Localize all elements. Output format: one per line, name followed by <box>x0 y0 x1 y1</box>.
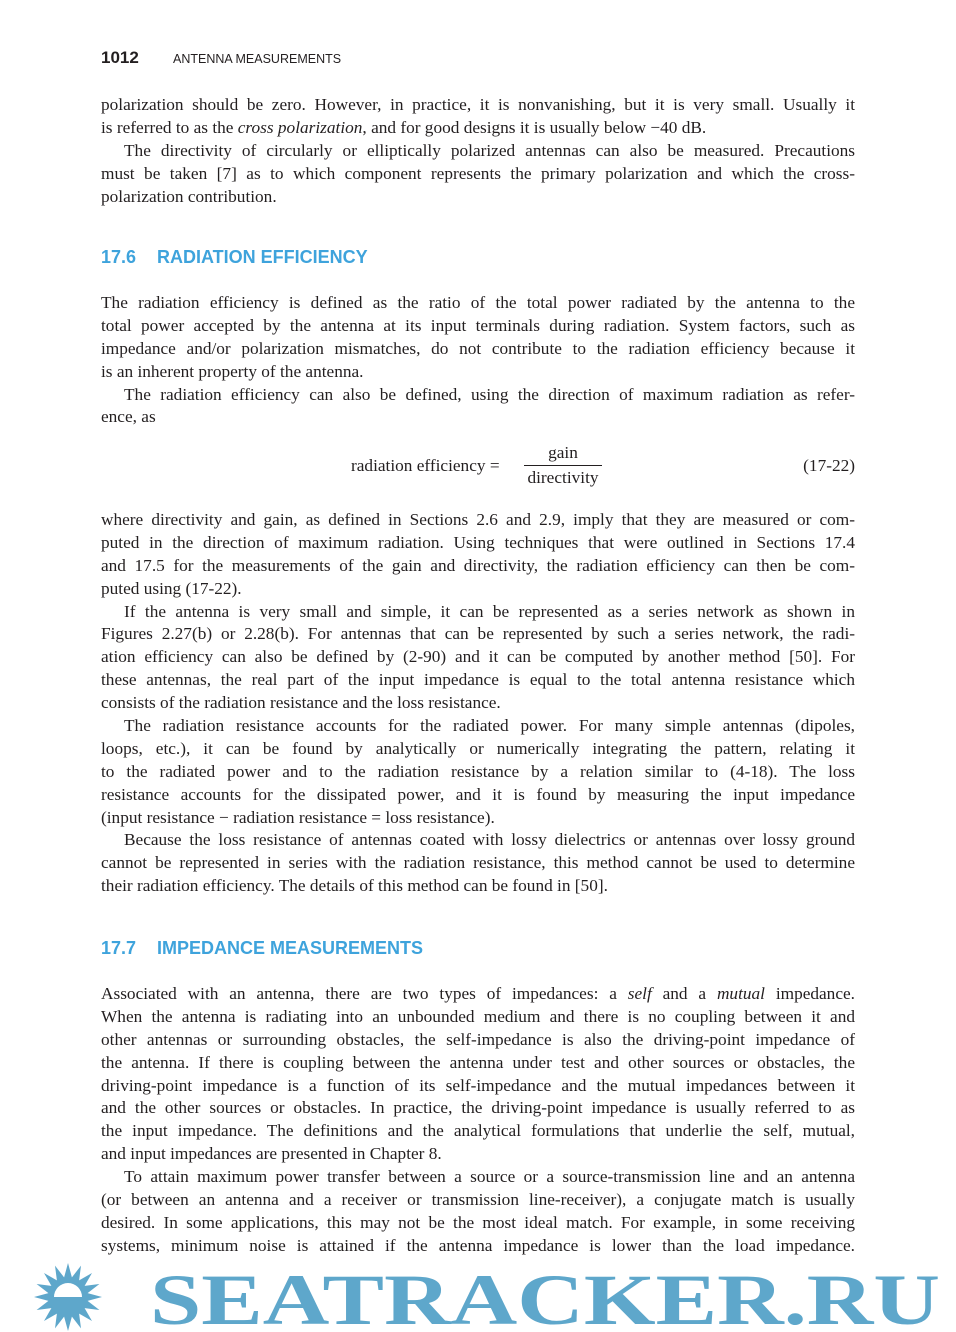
text-run: and input impedances are presented in Chapter 8. <box>101 1144 442 1164</box>
equation-17-22 <box>101 443 855 491</box>
text-line <box>101 163 855 186</box>
text-run: and a <box>651 984 717 1003</box>
text-run: (or between an antenna and a receiver or transmission line-receiver), a conjugate match is usually <box>101 1190 855 1210</box>
text-line <box>101 829 855 852</box>
text-run: puted in the direction of maximum radiation. Using techniques that were outlined in Sections 17.4 <box>101 532 855 552</box>
text-line <box>101 715 855 738</box>
text-run: desired. In some applications, this may not be the most ideal match. For example, in some receiving <box>101 1212 855 1232</box>
text-line <box>101 292 855 315</box>
text-run: the input impedance. The definitions and the analytical formulations that underlie the self, mutual, <box>101 1121 855 1141</box>
body-text-block-3 <box>101 509 855 898</box>
text-line <box>101 338 855 361</box>
text-run: ation efficiency can also be defined by (2-90) and it can be computed by another method [50]. For <box>101 647 855 667</box>
text-line <box>101 1120 855 1143</box>
text-run: puted using (17-22). <box>101 578 242 598</box>
text-run: consists of the radiation resistance and the loss resistance. <box>101 693 501 713</box>
text-line <box>101 601 855 624</box>
watermark-text: SEATRACKER.RU <box>150 1262 940 1332</box>
section-number: 17.6 <box>101 247 137 267</box>
text-line <box>101 578 855 601</box>
text-line <box>101 1212 855 1235</box>
text-line <box>101 532 855 555</box>
italic-term: self <box>627 984 652 1003</box>
text-line <box>101 406 855 429</box>
running-header <box>101 48 342 68</box>
text-run: To attain maximum power transfer between a source or a source-transmission line and an antenna <box>124 1167 855 1187</box>
text-line <box>101 1052 855 1075</box>
running-title: ANTENNA MEASUREMENTS <box>173 52 342 66</box>
equation-lhs: radiation efficiency = <box>351 456 500 475</box>
text-line <box>101 1143 855 1166</box>
text-line <box>101 140 855 163</box>
text-run: Associated with an antenna, there are two types of impedances: a <box>101 984 628 1003</box>
text-run: polarization should be zero. However, in practice, it is nonvanishing, but it is very small. Usually it <box>101 95 855 114</box>
text-line <box>101 1075 855 1098</box>
text-run: these antennas, the real part of the input impedance is equal to the total antenna resistance which <box>101 670 855 690</box>
text-run: and 17.5 for the measurements of the gain and directivity, the radiation efficiency can then be com- <box>101 555 855 575</box>
text-line <box>101 1097 855 1120</box>
equation-number: (17-22) <box>803 456 855 475</box>
text-line <box>101 555 855 578</box>
text-line <box>101 623 855 646</box>
text-line <box>101 1029 855 1052</box>
text-line <box>101 761 855 784</box>
section-heading-17-7 <box>101 938 423 959</box>
text-line <box>101 509 855 532</box>
text-line <box>101 186 855 209</box>
text-run: The directivity of circularly or elliptically polarized antennas can also be measured. Precautions <box>124 140 855 160</box>
text-line <box>101 315 855 338</box>
text-run: where directivity and gain, as defined in Sections 2.6 and 2.9, imply that they are measured or com- <box>101 510 855 529</box>
text-line <box>101 738 855 761</box>
text-run: other antennas or surrounding obstacles, the self-impedance is also the driving-point impedance of <box>101 1029 855 1049</box>
text-run: The radiation efficiency can also be defined, using the direction of maximum radiation as refer- <box>124 384 855 404</box>
body-text-block-1 <box>101 94 855 208</box>
text-run: and the other sources or obstacles. In practice, the driving-point impedance is usually referred to as <box>101 1098 855 1118</box>
text-run: their radiation efficiency. The details of this method can be found in [50]. <box>101 876 608 896</box>
section-title: RADIATION EFFICIENCY <box>157 247 368 267</box>
text-run: impedance and/or polarization mismatches, do not contribute to the radiation efficiency because it <box>101 338 855 358</box>
text-run: resistance accounts for the dissipated power, and it is found by measuring the input impedance <box>101 784 855 804</box>
text-run: the antenna. If there is coupling between the antenna under test and other sources or obstacles, the <box>101 1052 855 1072</box>
text-run: systems, minimum noise is attained if the antenna impedance is lower than the load impedance. <box>101 1235 855 1255</box>
watermark-logo <box>0 1262 956 1332</box>
body-text-block-2 <box>101 292 855 429</box>
text-line <box>101 875 855 898</box>
text-run: impedance. <box>764 984 855 1003</box>
text-line <box>101 784 855 807</box>
text-line <box>101 1006 855 1029</box>
text-line <box>101 807 855 830</box>
text-line <box>101 384 855 407</box>
section-title: IMPEDANCE MEASUREMENTS <box>157 938 424 958</box>
text-line <box>101 983 855 1006</box>
text-run: The radiation resistance accounts for the radiated power. For many simple antennas (dipoles, <box>124 716 855 736</box>
text-line <box>101 1166 855 1189</box>
text-run: (input resistance − radiation resistance = loss resistance). <box>101 807 495 827</box>
text-run: When the antenna is radiating into an unbounded medium and there is no coupling between it and <box>101 1006 855 1026</box>
text-line <box>101 852 855 875</box>
text-line <box>101 646 855 669</box>
italic-term: mutual <box>716 984 765 1003</box>
text-run: Figures 2.27(b) or 2.28(b). For antennas that can be represented by such a series network, the radi- <box>101 624 855 644</box>
page-number: 1012 <box>101 48 139 67</box>
text-run: cannot be represented in series with the radiation resistance, this method cannot be used to determine <box>101 853 855 873</box>
fraction-numerator: gain <box>524 443 602 466</box>
italic-term: cross polarization <box>237 117 363 137</box>
text-line <box>101 361 855 384</box>
text-line <box>101 692 855 715</box>
text-run: must be taken [7] as to which component represents the primary polarization and which the cross- <box>101 163 855 183</box>
text-run: loops, etc.), it can be found by analytically or numerically integrating the pattern, relating it <box>101 738 855 758</box>
text-run: is referred to as the <box>101 117 238 137</box>
equation-fraction <box>524 443 602 488</box>
text-run: The radiation efficiency is defined as the ratio of the total power radiated by the antenna to the <box>101 293 855 312</box>
text-run: driving-point impedance is a function of its self-impedance and the mutual impedances between it <box>101 1075 855 1095</box>
text-line <box>101 94 855 117</box>
text-run: Because the loss resistance of antennas coated with lossy dielectrics or antennas over lossy ground <box>124 830 855 850</box>
fraction-denominator: directivity <box>527 468 599 487</box>
text-run: to the radiated power and to the radiation resistance by a relation similar to (4-18). The loss <box>101 761 855 781</box>
sun-icon <box>34 1263 102 1331</box>
text-line <box>101 117 855 140</box>
text-line <box>101 1235 855 1258</box>
text-run: ence, as <box>101 407 156 427</box>
text-run: , and for good designs it is usually below −40 dB. <box>362 117 707 137</box>
text-run: If the antenna is very small and simple, it can be represented as a series network as shown in <box>124 601 855 621</box>
text-line <box>101 669 855 692</box>
text-run: is an inherent property of the antenna. <box>101 361 364 381</box>
text-run: total power accepted by the antenna at its input terminals during radiation. System factors, such as <box>101 315 855 335</box>
section-heading-17-6 <box>101 247 368 268</box>
section-number: 17.7 <box>101 938 137 958</box>
body-text-block-4 <box>101 983 855 1258</box>
text-run: polarization contribution. <box>101 186 277 206</box>
text-line <box>101 1189 855 1212</box>
